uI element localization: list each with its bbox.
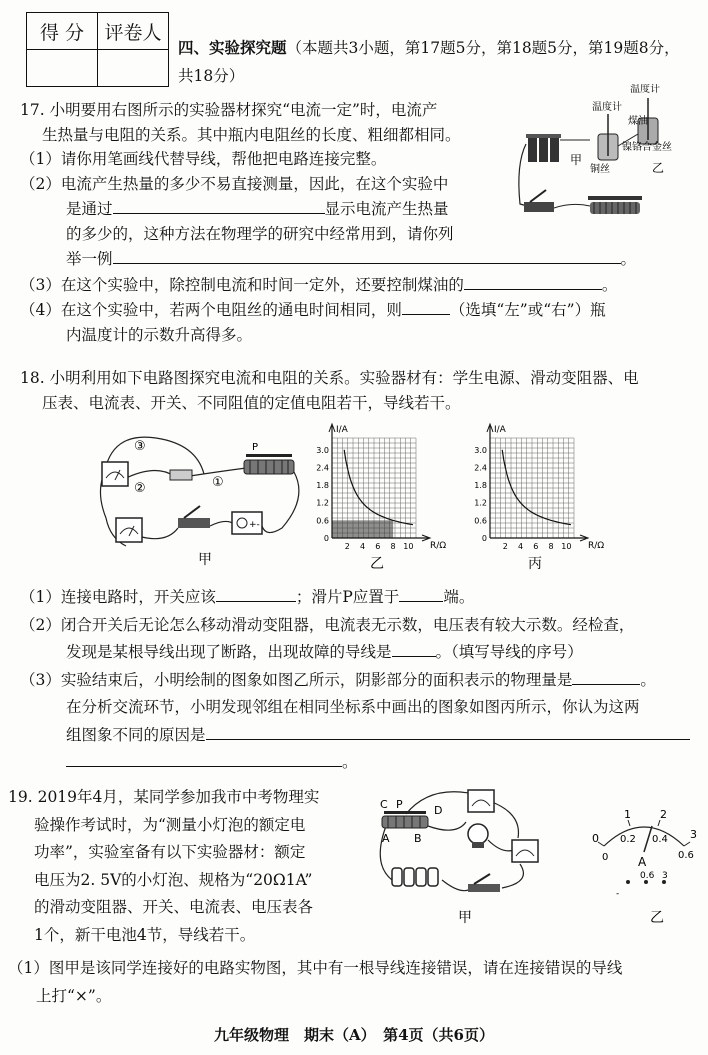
meter-top-0: 0 xyxy=(592,832,599,845)
q19-line-1: 19. 2019年4月，某同学参加我市中考物理实 xyxy=(8,788,320,806)
q18-part-3b: 在分析交流环节，小明发现邻组在相同坐标系中画出的图象如图丙所示，你认为这两 xyxy=(66,698,640,716)
bulb-icon xyxy=(468,824,488,848)
section-title: 四、实验探究题 xyxy=(178,38,287,57)
y-tick-label: 0.6 xyxy=(316,516,329,526)
q18-p1-end: 端。 xyxy=(443,588,475,606)
question-19-stem xyxy=(8,784,319,949)
x-tick-label: 4 xyxy=(517,542,524,551)
x-tick-label: 2 xyxy=(344,542,350,551)
q19-circuit-figure xyxy=(372,784,554,926)
meter-top-2: 2 xyxy=(660,808,667,821)
terminal-3: 3 xyxy=(662,871,668,881)
y-tick-label: 1.8 xyxy=(474,481,487,491)
q19-line-2: 验操作考试时，为“测量小灯泡的额定电 xyxy=(34,815,306,834)
q17-p3-pre: （3）在这个实验中，除控制电流和时间一定外，还要控制煤油的 xyxy=(20,275,464,294)
q17-p2b-post: 显示电流产生热量 xyxy=(324,200,449,218)
q18-p2b-post: 。（填写导线的序号） xyxy=(435,643,583,661)
q17-blank-method[interactable] xyxy=(113,196,325,214)
y-tick-label: 2.4 xyxy=(316,463,329,473)
q18-p1-mid: ；滑片P应置于 xyxy=(295,588,400,606)
q17-blank-side[interactable] xyxy=(402,297,450,315)
voltmeter-icon xyxy=(468,790,494,812)
q17-p4-post: （选填“左”或“右”）瓶 xyxy=(449,301,606,319)
series-line xyxy=(502,450,571,525)
x-tick-label: 10 xyxy=(561,542,572,551)
q17-part-4b: 内温度计的示数升高得多。 xyxy=(66,325,253,344)
q18-p1-pre: （1）连接电路时，开关应该 xyxy=(20,588,216,606)
svg-text:+-: +- xyxy=(249,520,260,530)
x-tick-label: 6 xyxy=(533,542,539,551)
meter-bottom-0: 0 xyxy=(602,852,609,863)
meter-top-3: 3 xyxy=(690,828,697,841)
terminal-a-label: A xyxy=(382,832,390,845)
q17-part-3 xyxy=(20,272,636,298)
q17-thermo-right-label: 温度计 xyxy=(630,84,660,95)
q17-part-2d xyxy=(20,246,636,272)
q18-blank-reason-2[interactable] xyxy=(66,749,342,767)
q18-caption-jia: 甲 xyxy=(198,552,212,568)
rheostat-icon xyxy=(588,196,642,214)
q18-part-2b xyxy=(20,639,690,667)
q18-blank-wire[interactable] xyxy=(392,639,436,657)
q18-part-3c xyxy=(20,722,690,750)
resistor-icon xyxy=(170,470,192,480)
q17-nichrome-label: 镍铬合金丝 xyxy=(622,142,672,153)
q17-p2d-pre: 举一例 xyxy=(66,250,113,268)
terminal-p-label: P xyxy=(396,798,403,811)
y-tick-label: 0 xyxy=(323,534,329,543)
rheostat-icon xyxy=(382,811,428,828)
switch-icon xyxy=(178,506,210,528)
q17-part-2a: （2）电流产生热量的多少不易直接测量，因此，在这个实验中 xyxy=(20,174,449,193)
meter-top-1: 1 xyxy=(624,808,631,821)
switch-icon xyxy=(468,874,500,892)
battery-icon xyxy=(526,134,561,162)
q18-part-3d xyxy=(20,749,690,777)
score-table xyxy=(26,12,169,87)
x-tick-label: 8 xyxy=(390,542,396,551)
q17-blank-example[interactable] xyxy=(113,246,621,264)
q17-stem-2: 生热量与电阻的关系。其中瓶内电阻丝的长度、粗细都相同。 xyxy=(42,125,461,144)
x-tick-label: 2 xyxy=(502,542,508,551)
y-tick-label: 3.0 xyxy=(316,445,329,455)
score-header: 得 分 xyxy=(27,13,98,50)
q18-part-2a: （2）闭合开关后无论怎么移动滑动变阻器，电流表无示数，电压表有较大示数。经检查， xyxy=(20,615,635,634)
q17-oil-label: 煤油 xyxy=(628,116,648,127)
q18-blank-quantity[interactable] xyxy=(572,667,640,685)
question-18-parts xyxy=(20,584,690,777)
q18-p2b-pre: 发现是某根导线出现了断路，出现故障的导线是 xyxy=(66,643,392,661)
q17-copper-label: 铜丝 xyxy=(590,164,610,175)
series-line xyxy=(344,450,413,525)
y-tick-label: 2.4 xyxy=(474,463,487,473)
q19-line-4: 电压为2. 5V的小灯泡、规格为“20Ω1A” xyxy=(34,870,313,889)
q19-ammeter-dial xyxy=(588,806,700,926)
grader-cell[interactable] xyxy=(98,50,169,87)
ammeter-icon xyxy=(512,840,538,862)
q18-part-3a xyxy=(20,667,690,695)
meter-unit: A xyxy=(638,855,647,869)
score-cell[interactable] xyxy=(27,50,98,87)
wire-3-label: ③ xyxy=(134,439,146,454)
q18-blank-reason[interactable] xyxy=(206,722,690,740)
q17-p2d-end: 。 xyxy=(620,250,637,268)
y-tick-label: 0.6 xyxy=(474,516,487,526)
ammeter-icon xyxy=(116,518,142,542)
x-tick-label: 4 xyxy=(359,542,366,551)
q17-p4-pre: （4）在这个实验中，若两个电阻丝的通电时间相同，则 xyxy=(20,301,402,319)
q18-p3d-end: 。 xyxy=(342,753,358,771)
q19-line-3: 功率”，实验室备有以下实验器材：额定 xyxy=(34,843,306,861)
meter-bottom-1: 0.2 xyxy=(620,834,636,845)
q18-p3a-end: 。 xyxy=(640,670,656,689)
grader-header: 评卷人 xyxy=(98,13,169,50)
switch-icon xyxy=(524,190,554,212)
terminal-d-label: D xyxy=(434,804,443,817)
q19-part-1a: （1）图甲是该同学连接好的电路实物图，其中有一根导线连接错误，请在连接错误的导线 xyxy=(8,959,623,977)
section-heading xyxy=(178,36,680,58)
q19-line-5: 的滑动变阻器、开关、电流表、电压表各 xyxy=(34,898,314,916)
q18-blank-end[interactable] xyxy=(399,584,443,602)
q17-blank-oil[interactable] xyxy=(464,272,602,290)
q17-part-4 xyxy=(20,297,636,323)
q18-blank-switch[interactable] xyxy=(216,584,296,602)
q19-line-6: 1个，新干电池4节，导线若干。 xyxy=(34,925,256,944)
y-tick-label: 3.0 xyxy=(474,445,487,455)
q17-label-jia: 甲 xyxy=(570,153,583,167)
q17-figure xyxy=(512,84,692,232)
x-tick-label: 10 xyxy=(403,542,414,551)
bottle-left-icon xyxy=(598,114,618,160)
chart-caption: 乙 xyxy=(370,556,384,572)
x-tick-label: 8 xyxy=(548,542,554,551)
q18-part-1 xyxy=(20,584,690,612)
shaded-area xyxy=(332,520,393,538)
wire-1-label: ① xyxy=(212,475,224,490)
q17-p3-end: 。 xyxy=(601,275,618,294)
q18-p3a-pre: （3）实验结束后，小明绘制的图象如图乙所示，阴影部分的面积表示的物理量是 xyxy=(20,670,573,689)
chart-caption: 丙 xyxy=(528,556,542,572)
q17-p2b-pre: 是通过 xyxy=(66,200,113,218)
meter-bottom-3: 0.6 xyxy=(678,850,694,861)
wire-2-label: ② xyxy=(134,481,146,496)
section-desc-2: 共18分） xyxy=(178,67,245,85)
section-desc: （本题共3小题，第17题5分，第18题5分，第19题8分， xyxy=(286,39,680,57)
x-axis-label: R/Ω xyxy=(430,541,447,551)
y-tick-label: 1.8 xyxy=(316,481,329,491)
question-18-stem xyxy=(20,366,639,416)
meter-needle xyxy=(644,826,652,852)
voltmeter-icon xyxy=(102,462,128,486)
q19-caption-jia: 甲 xyxy=(458,910,472,926)
y-axis-label: I/A xyxy=(494,425,506,435)
q17-part-1: （1）请你用笔画线代替导线，帮他把电路连接完整。 xyxy=(20,150,387,168)
question-19-parts xyxy=(8,954,622,1010)
power-supply-icon xyxy=(232,512,262,534)
q18-p3c-pre: 组图象不同的原因是 xyxy=(66,725,206,744)
q18-chart-yi xyxy=(308,422,468,574)
terminal-0-6: 0.6 xyxy=(640,871,655,881)
q17-part-2c: 的多少的，这种方法在物理学的研究中经常用到，请你列 xyxy=(66,224,454,243)
y-tick-label: 0 xyxy=(481,534,487,543)
y-tick-label: 1.2 xyxy=(474,498,487,508)
x-tick-label: 6 xyxy=(375,542,381,551)
x-axis-label: R/Ω xyxy=(588,541,605,551)
q17-stem-1: 17. 小明要用右图所示的实验器材探究“电流一定”时，电流产 xyxy=(20,101,438,119)
q18-stem-2: 压表、电流表、开关、不同阻值的定值电阻若干，导线若干。 xyxy=(42,394,461,412)
q18-circuit-figure xyxy=(86,428,312,568)
y-axis-label: I/A xyxy=(336,425,348,435)
q18-stem-1: 18. 小明利用如下电路图探究电流和电阻的关系。实验器材有：学生电源、滑动变阻器、电 xyxy=(20,369,639,387)
slider-p-label: P xyxy=(252,442,259,453)
q19-part-1b: 上打“×”。 xyxy=(36,987,112,1005)
meter-bottom-2: 0.4 xyxy=(652,834,668,845)
page-footer: 九年级物理 期末（A） 第4页（共6页） xyxy=(213,1026,494,1044)
svg-text:-: - xyxy=(616,889,620,899)
q17-label-yi: 乙 xyxy=(652,161,665,175)
q18-chart-bing xyxy=(466,422,626,574)
y-tick-label: 1.2 xyxy=(316,498,329,508)
q17-thermo-left-label: 温度计 xyxy=(592,102,622,113)
battery-icon xyxy=(392,868,438,886)
terminal-b-label: B xyxy=(414,832,422,845)
terminal-c-label: C xyxy=(380,798,388,811)
rheostat-icon xyxy=(244,454,294,474)
q19-caption-yi: 乙 xyxy=(650,910,664,926)
